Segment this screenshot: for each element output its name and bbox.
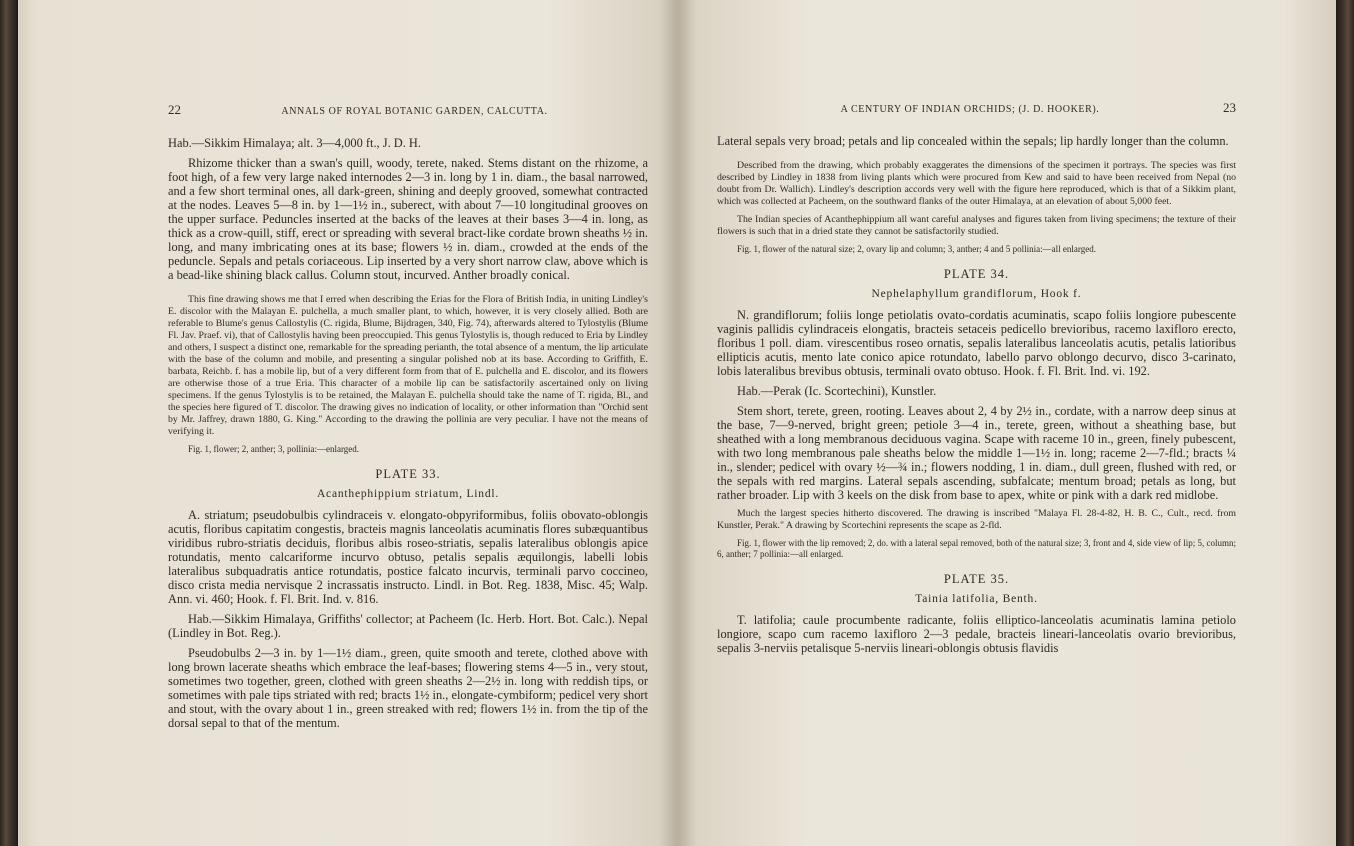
note-paragraph: This fine drawing shows me that I erred when describing the Erias for the Flora of British India, in uniting Lindley's E. discolor with the Malayan E. pulchella, a much smaller plant, to which, however, it is very closely allied. Both are referable to Blume's genus Callostylis (C. rigida, Blume, Bijdragen, 340, Fig. 74), afterwards altered to Tylostylis (Blume Fl. Jav. Praef. vi), that of Callostylis having been preoccupied. This genus Tylostylis is, though reduced to Eria by Lindley and others, I suspect a distinct one, remarkable for the spreading perianth, the total absence of a mentum, the lip articulate with the base of the column and mobile, and presenting a singular polished nob at its base. According to Griffith, E. barbata, Reichb. f. has a mobile lip, but of a very different form from that of E. pulchella and E. discolor, and its flowers are otherwise those of a true Eria. This character of a mobile lip can be satisfactorily ascertained only on living specimens. If the genus Tylostylis is to be retained, the Malayan E. pulchella should take the name of T. rigida, Bl., and the species here figured of T. discolor. The drawing gives no indication of locality, or other information than "Orchid sent by Mr. Jaffrey, drawn 1880, G. King." According to the drawing the pollinia are very peculiar. I have not the means of verifying it. — [168, 294, 648, 437]
species-title: Tainia latifolia, Benth. — [915, 593, 1038, 605]
note-paragraph: Much the largest species hitherto discovered. The drawing is inscribed "Malaya Fl. 28-4-82, H. B. C., Cult., recd. from Kunstler, Perak." A drawing by Scortechini represents the scape as 2-fld. — [717, 508, 1236, 531]
description-paragraph: Stem short, terete, green, rooting. Leaves about 2, 4 by 2½ in., cordate, with a narrow deep sinus at the base, 7—9-nerved, bright green; petiole 3—4 in., terete, green, without a sheathing base, but sheathed with a long membranous deciduous vagina. Scape with raceme 10 in., green, finely pubescent, with two long membranous pale sheaths below the middle 1—1½ in. long; raceme 2—7-fld.; bracts ¼ in., slender; pedicel with ovary ½—¾ in.; flowers nodding, 1 in. diam., dull green, flushed with red, or the sepals with red margins. Lateral sepals ascending, subfalcate; mentum broad; petals as long, but rather broader. Lip with 3 keels on the disk from base to apex, white or pink with a dark red midlobe. — [717, 404, 1236, 502]
right-page-header — [717, 100, 1236, 116]
figure-caption: Fig. 1, flower; 2, anther; 3, pollinia:—enlarged. — [188, 444, 360, 454]
note-paragraph: The Indian species of Acanthephippium all want careful analyses and figures taken from living specimens; the texture of their flowers is such that in a dried state they cannot be satisfactorily studied. — [717, 214, 1236, 237]
left-page — [18, 0, 678, 846]
latin-diagnosis: A. striatum; pseudobulbis cylindraceis v. elongato-obpyriformibus, foliis obovato-oblongis acutis, floribus capitatim congestis, bracteis magnis lanceolatis acuminatis flores subæquantibus viridibus rubro-striatis deciduis, floribus albis roseo-striatis, sepalis lateralibus oblongis apice rotundatis, mento calcariforme incurvo obtuso, petalis sepalis æquilongis, labelli lobis lateralibus subquadratis antice rotundatis, postice falcato incurvis, terminali parvo coccineo, disco crista media nervisque 2 incrassatis instructo. Lindl. in Bot. Reg. 1838, Misc. 45; Walp. Ann. vi. 460; Hook. f. Fl. Brit. Ind. v. 816. — [168, 508, 648, 606]
species-title: Acanthephippium striatum, Lindl. — [316, 488, 500, 500]
latin-diagnosis: T. latifolia; caule procumbente radicante, foliis elliptico-lanceolatis acuminatis lamina petiolo longiore, scapo cum racemo laxifloro 2—3 pedale, bracteis lineari-lanceolatis ovario brevioribus, sepalis 3-nerviis petalisque 5-nerviis lineari-oblongis obtusis flavidis — [717, 613, 1236, 655]
description-paragraph: Rhizome thicker than a swan's quill, woody, terete, naked. Stems distant on the rhizome, a foot high, of a few very large naked internodes 2—3 in. long by 1 in. diam., the basal narrowed, and a few short terminal ones, all dark-green, shining and deeply grooved, somewhat contracted at the nodes. Leaves 5—8 in. by 1—1½ in., suberect, with about 7—10 longitudinal grooves on the upper surface. Peduncles inserted at the backs of the leaves at their bases 3—4 in. long, as thick as a crow-quill, stiff, erect or spreading with several bract-like cordate brown sheaths ½ in. long, and many imbricating ones at its base; flowers ½ in. diam., crowded at the ends of the peduncle. Sepals and petals coriaceous. Lip inserted by a very short narrow claw, above which is a bead-like shining black callus. Column stout, incurved. Anther broadly conical. — [168, 156, 648, 282]
habitat-line: Hab.—Sikkim Himalaya; alt. 3—4,000 ft., J. D. H. — [168, 136, 421, 150]
left-running-head: ANNALS OF ROYAL BOTANIC GARDEN, CALCUTTA. — [281, 106, 548, 117]
left-page-header — [168, 102, 648, 118]
habitat-line: Hab.—Sikkim Himalaya, Griffiths' collector; at Pacheem (Ic. Herb. Hort. Bot. Calc.). Nepal (Lindley in Bot. Reg.). — [168, 612, 648, 640]
left-page-number: 22 — [168, 102, 181, 117]
description-paragraph: Pseudobulbs 2—3 in. by 1—1½ diam., green, quite smooth and terete, clothed above with long brown lacerate sheaths which embrace the leaf-bases; flowering stems 4—5 in., very stout, sometimes two together, green, clothed with green sheaths 2—2½ in. long with reddish tips, or sometimes with pale tips striated with red; bracts 1½ in., elongate-cymbiform; pedicel very short and stout, with the ovary about 1 in., green streaked with red; flowers 1½ in. from the tip of the dorsal sepal to that of the mentum. — [168, 646, 648, 730]
plate-title: PLATE 35. — [943, 572, 1010, 586]
right-page — [678, 0, 1336, 846]
right-running-head: A CENTURY OF INDIAN ORCHIDS; (J. D. HOOKER). — [840, 104, 1100, 115]
description-continuation: Lateral sepals very broad; petals and lip concealed within the sepals; lip hardly longer than the column. — [717, 134, 1229, 148]
right-page-number: 23 — [1223, 100, 1236, 115]
plate-title: PLATE 33. — [375, 467, 441, 481]
species-title: Nephelaphyllum grandiflorum, Hook f. — [871, 288, 1082, 300]
plate-title: PLATE 34. — [943, 267, 1010, 281]
figure-caption: Fig. 1, flower of the natural size; 2, ovary lip and column; 3, anther; 4 and 5 pollinia:—all enlarged. — [737, 244, 1096, 254]
figure-caption: Fig. 1, flower with the lip removed; 2, do. with a lateral sepal removed, both of the natural size; 3, front and 4, side view of lip; 5, column; 6, anther; 7 pollinia:—all enlarged. — [717, 538, 1236, 559]
latin-diagnosis: N. grandiflorum; foliis longe petiolatis ovato-cordatis acuminatis, scapo foliis longiore pubescente vaginis pallidis cylindraceis elongatis, bracteis setaceis pedicello brevioribus, racemo laxifloro erecto, floribus 1 poll. diam. virescentibus roseo ornatis, sepalis lateralibus lanceolatis acutis, petalis latioribus ellipticis acutis, mento late conico apice rotundato, labello parvo oblongo decurvo, disco 3-carinato, lobis lateralibus brevibus obtusis, terminali ovato obtuso. Hook. f. Fl. Brit. Ind. vi. 192. — [717, 308, 1236, 378]
habitat-line: Hab.—Perak (Ic. Scortechini), Kunstler. — [737, 384, 937, 398]
note-paragraph: Described from the drawing, which probably exaggerates the dimensions of the specimen it portrays. The species was first described by Lindley in 1838 from living plants which were procured from Kew and said to have been received from Nepal (no doubt from Dr. Wallich). Lindley's description accords very well with the figure here reproduced, which is that of a Sikkim plant, which was collected at Pacheem, on the southward flanks of the outer Himalaya, at an elevation of about 5,000 feet. — [717, 160, 1236, 207]
